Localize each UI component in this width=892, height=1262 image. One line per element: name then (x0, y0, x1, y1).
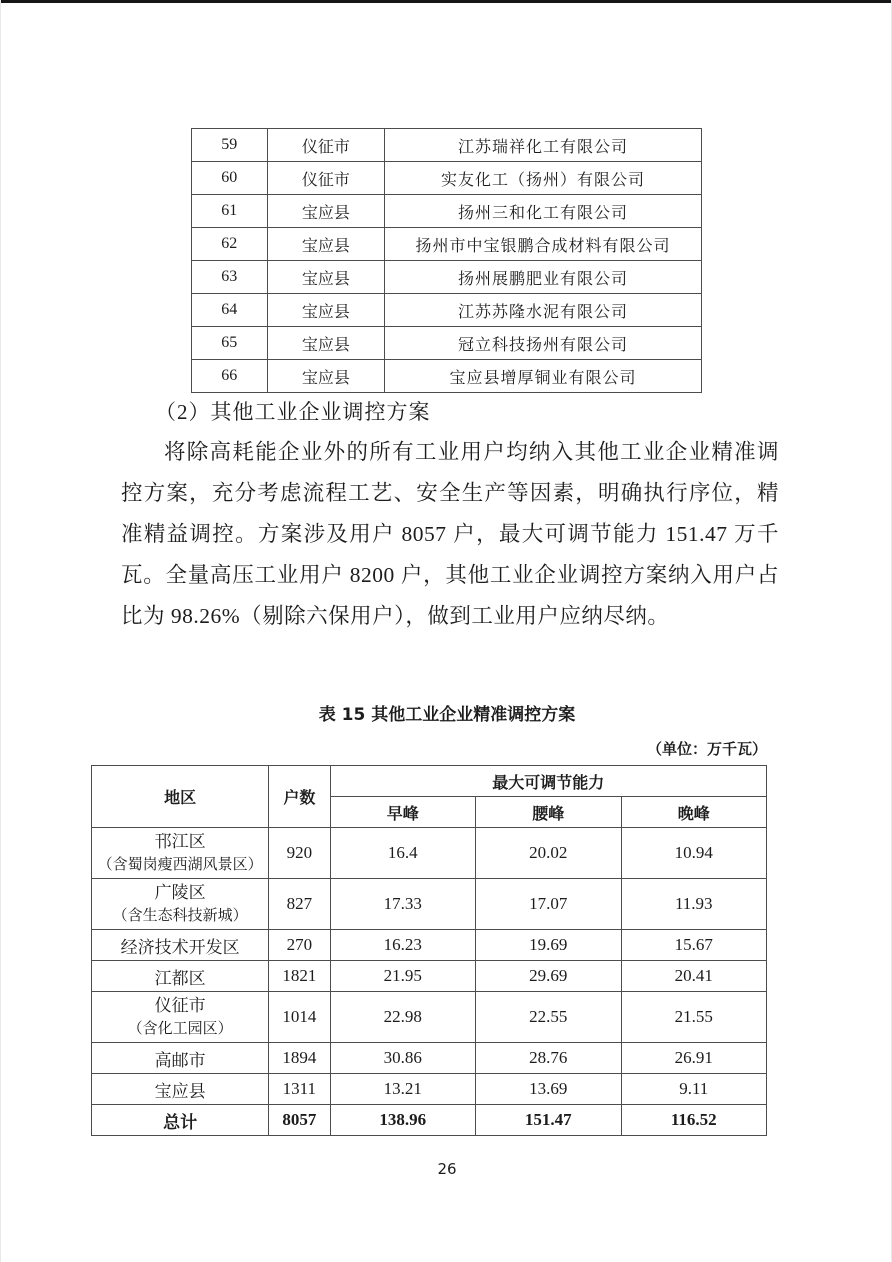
households-cell: 920 (269, 828, 330, 879)
section-heading: （2）其他工业企业调控方案 (155, 400, 431, 424)
evening-peak-cell: 26.91 (621, 1043, 767, 1074)
company-cell: 扬州三和化工有限公司 (385, 195, 702, 228)
table-row (192, 360, 702, 393)
region-cell: 宝应县 (267, 294, 385, 327)
table-row (92, 930, 767, 961)
region-cell: 江都区 (92, 961, 269, 992)
midday-peak-cell: 19.69 (476, 930, 621, 961)
region-cell: 仪征市 (267, 162, 385, 195)
morning-peak-cell: 13.21 (330, 1074, 475, 1105)
row-number: 66 (192, 360, 268, 393)
region-name: 仪征市 (154, 996, 206, 1015)
region-cell: 宝应县 (267, 360, 385, 393)
total-evening-peak: 116.52 (621, 1105, 767, 1136)
evening-peak-cell: 20.41 (621, 961, 767, 992)
table-row (192, 294, 702, 327)
row-number: 64 (192, 294, 268, 327)
region-note: （含蜀岗瘦西湖风景区） (97, 857, 263, 873)
company-cell: 冠立科技扬州有限公司 (385, 327, 702, 360)
table-row (92, 879, 767, 930)
region-name: 广陵区 (154, 883, 206, 902)
households-cell: 827 (269, 879, 330, 930)
company-cell: 扬州市中宝银鹏合成材料有限公司 (385, 228, 702, 261)
table-row (192, 195, 702, 228)
table-row (192, 327, 702, 360)
table-row (92, 992, 767, 1043)
table-row (92, 1074, 767, 1105)
households-cell: 1014 (269, 992, 330, 1043)
midday-peak-cell: 13.69 (476, 1074, 621, 1105)
evening-peak-cell: 9.11 (621, 1074, 767, 1105)
households-cell: 1821 (269, 961, 330, 992)
total-households: 8057 (269, 1105, 330, 1136)
company-cell: 实友化工（扬州）有限公司 (385, 162, 702, 195)
regulation-plan-table (91, 765, 767, 1136)
morning-peak-cell: 17.33 (330, 879, 475, 930)
region-name: 邗江区 (154, 832, 206, 851)
row-number: 61 (192, 195, 268, 228)
region-note: （含化工园区） (127, 1021, 233, 1037)
table-row (192, 228, 702, 261)
region-cell: 经济技术开发区 (92, 930, 269, 961)
header-morning-peak: 早峰 (330, 797, 475, 828)
header-capacity-group: 最大可调节能力 (330, 766, 766, 797)
row-number: 59 (192, 129, 268, 162)
table-row (192, 162, 702, 195)
region-cell: 宝应县 (267, 228, 385, 261)
region-cell (92, 828, 269, 879)
total-row (92, 1105, 767, 1136)
company-cell: 宝应县增厚铜业有限公司 (385, 360, 702, 393)
households-cell: 1894 (269, 1043, 330, 1074)
table-row (192, 261, 702, 294)
evening-peak-cell: 21.55 (621, 992, 767, 1043)
region-cell: 宝应县 (267, 327, 385, 360)
page-top-rule (1, 0, 892, 3)
region-cell (92, 879, 269, 930)
table-row (192, 129, 702, 162)
morning-peak-cell: 30.86 (330, 1043, 475, 1074)
row-number: 60 (192, 162, 268, 195)
page-number: 26 (437, 1160, 457, 1178)
header-row (92, 766, 767, 797)
evening-peak-cell: 15.67 (621, 930, 767, 961)
morning-peak-cell: 21.95 (330, 961, 475, 992)
region-cell: 宝应县 (267, 195, 385, 228)
midday-peak-cell: 22.55 (476, 992, 621, 1043)
total-label: 总计 (92, 1105, 269, 1136)
midday-peak-cell: 28.76 (476, 1043, 621, 1074)
company-cell: 江苏瑞祥化工有限公司 (385, 129, 702, 162)
midday-peak-cell: 20.02 (476, 828, 621, 879)
total-midday-peak: 151.47 (476, 1105, 621, 1136)
row-number: 63 (192, 261, 268, 294)
table15-unit-label: （单位：万千瓦） (646, 740, 767, 758)
company-cell: 江苏苏隆水泥有限公司 (385, 294, 702, 327)
table-row (92, 1043, 767, 1074)
row-number: 62 (192, 228, 268, 261)
header-midday-peak: 腰峰 (476, 797, 621, 828)
morning-peak-cell: 22.98 (330, 992, 475, 1043)
households-cell: 1311 (269, 1074, 330, 1105)
table-row (92, 961, 767, 992)
evening-peak-cell: 11.93 (621, 879, 767, 930)
body-paragraph: 将除高耗能企业外的所有工业用户均纳入其他工业企业精准调控方案，充分考虑流程工艺、安全生产等因素，明确执行序位，精准精益调控。方案涉及用户 8057 户，最大可调节能力 151.47 万千瓦。全量高压工业用户 8200 户，其他工业企业调控方案纳入用户占比为 98.26%（剔除六保用户），做到工业用户应纳尽纳。 (121, 440, 779, 628)
households-cell: 270 (269, 930, 330, 961)
morning-peak-cell: 16.4 (330, 828, 475, 879)
header-households: 户数 (269, 766, 330, 828)
table15-caption: 表 15 其他工业企业精准调控方案 (318, 705, 576, 725)
region-cell: 仪征市 (267, 129, 385, 162)
header-region: 地区 (92, 766, 269, 828)
midday-peak-cell: 29.69 (476, 961, 621, 992)
region-cell: 宝应县 (267, 261, 385, 294)
evening-peak-cell: 10.94 (621, 828, 767, 879)
region-cell (92, 992, 269, 1043)
row-number: 65 (192, 327, 268, 360)
table-row (92, 828, 767, 879)
total-morning-peak: 138.96 (330, 1105, 475, 1136)
header-evening-peak: 晚峰 (621, 797, 767, 828)
morning-peak-cell: 16.23 (330, 930, 475, 961)
midday-peak-cell: 17.07 (476, 879, 621, 930)
company-cell: 扬州展鹏肥业有限公司 (385, 261, 702, 294)
region-cell: 高邮市 (92, 1043, 269, 1074)
region-note: （含生态科技新城） (112, 908, 248, 924)
company-list-table (191, 128, 702, 393)
region-cell: 宝应县 (92, 1074, 269, 1105)
